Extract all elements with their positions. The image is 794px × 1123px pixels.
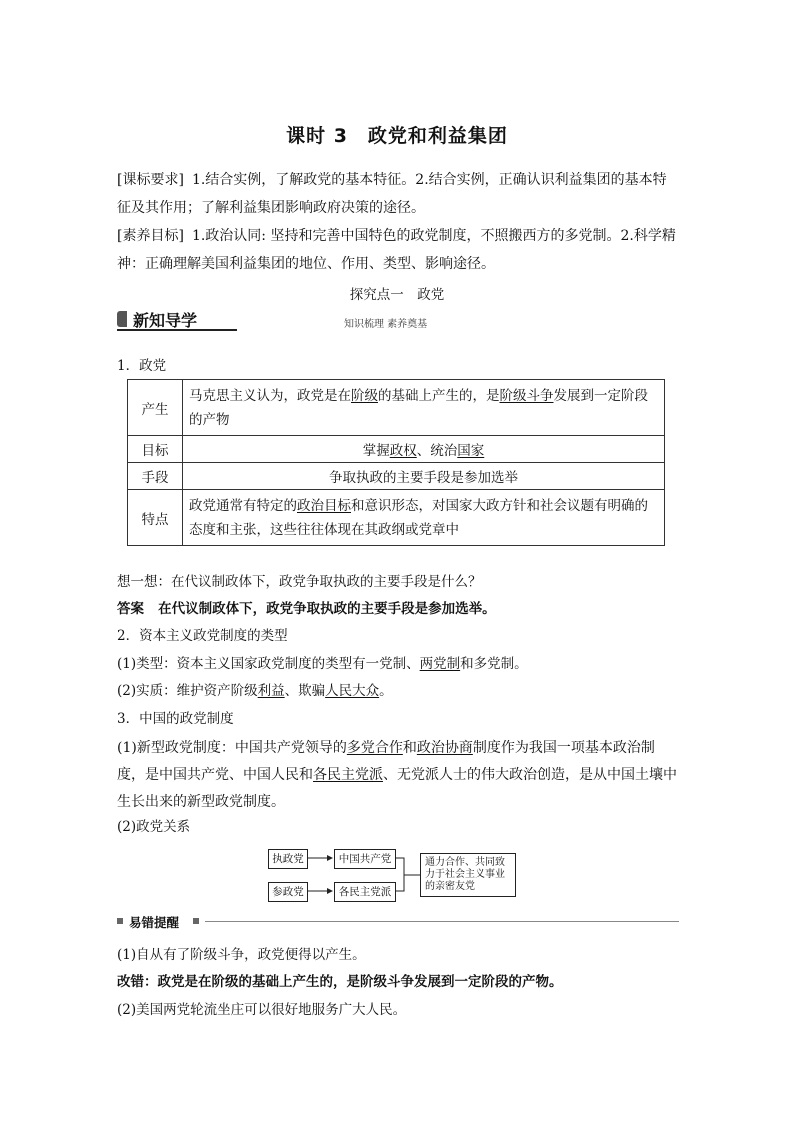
traits-label: 特点	[128, 490, 183, 546]
section3-heading: 3．中国的政党制度	[117, 711, 234, 727]
party-table	[127, 379, 665, 546]
traits-value: 政党通常有特定的政治目标和意识形态，对国家大政方针和社会议题有明确的态度和主张，这些往往体现在其政纲或党章中	[183, 490, 665, 546]
lesson-title: 课时 3 政党和利益集团	[286, 125, 508, 147]
table-row	[128, 463, 665, 490]
requirements-text: 1.结合实例，了解政党的基本特征。2.结合实例，正确认识利益集团的基本特征及其作用；了解利益集团影响政府决策的途径。	[117, 172, 667, 216]
square-bullet-icon	[193, 918, 199, 924]
caution-item1: (1)自从有了阶级斗争，政党便得以产生。	[117, 947, 366, 963]
banner-title: 新知导学	[133, 311, 198, 330]
section2-heading: 2．资本主义政党制度的类型	[117, 628, 288, 644]
error-reminder-label: 易错提醒	[129, 915, 180, 930]
cpc-box: 中国共产党	[334, 849, 396, 869]
divider	[205, 921, 679, 922]
think-answer	[117, 599, 679, 619]
answer-text: 在代议制政体下，政党争取执政的主要手段是参加选举。	[158, 601, 496, 617]
error-reminder-header	[117, 913, 679, 929]
section2-essence: (2)实质：维护资产阶级利益、欺骗人民大众。	[117, 683, 393, 699]
literacy-tag: [素养目标]	[117, 228, 184, 244]
table-row	[128, 436, 665, 463]
party-relation-diagram	[268, 847, 530, 903]
literacy-text: 1.政治认同: 坚持和完善中国特色的政党制度，不照搬西方的多党制。2.科学精神：正确理解美国利益集团的地位、作用、类型、影响途径。	[117, 228, 676, 272]
answer-label: 答案	[117, 601, 144, 617]
inquiry-point-heading: 探究点一 政党	[349, 287, 445, 303]
caution-fix1: 改错：政党是在阶级的基础上产生的，是阶级斗争发展到一定阶段的产物。	[117, 974, 563, 990]
section-banner	[117, 309, 679, 331]
participating-party-box: 参政党	[268, 882, 308, 902]
curriculum-requirements	[117, 166, 679, 222]
section3-p1: (1)新型政党制度：中国共产党领导的多党合作和政治协商制度作为我国一项基本政治制度，是中国共产党、中国人民和各民主党派、无党派人士的伟大政治创造，是从中国土壤中生长出来的新型政党制度。	[117, 740, 677, 810]
relation-result-box: 通力合作、共同致力于社会主义事业的亲密友党	[420, 853, 516, 897]
goal-value: 掌握政权、统治国家	[183, 436, 665, 463]
literacy-goals	[117, 222, 679, 278]
section3-p2: (2)政党关系	[117, 819, 191, 835]
section2-type: (1)类型：资本主义国家政党制度的类型有一党制、两党制和多党制。	[117, 656, 528, 672]
means-label: 手段	[128, 463, 183, 490]
requirements-tag: [课标要求]	[117, 172, 184, 188]
democratic-parties-box: 各民主党派	[334, 882, 396, 902]
goal-label: 目标	[128, 436, 183, 463]
origin-value: 马克思主义认为，政党是在阶级的基础上产生的，是阶级斗争发展到一定阶段的产物	[183, 380, 665, 436]
banner-marker-icon	[117, 311, 127, 327]
square-bullet-icon	[117, 918, 123, 924]
banner-subtitle: 知识梳理 素养奠基	[344, 319, 428, 330]
section1-heading: 1．政党	[117, 358, 167, 374]
origin-label: 产生	[128, 380, 183, 436]
table-row	[128, 490, 665, 546]
ruling-party-box: 执政党	[268, 849, 308, 869]
table-row	[128, 380, 665, 436]
caution-item2: (2)美国两党轮流坐庄可以很好地服务广大人民。	[117, 1002, 407, 1018]
means-value: 争取执政的主要手段是参加选举	[183, 463, 665, 490]
think-question: 想一想：在代议制政体下，政党争取执政的主要手段是什么？	[117, 574, 482, 590]
